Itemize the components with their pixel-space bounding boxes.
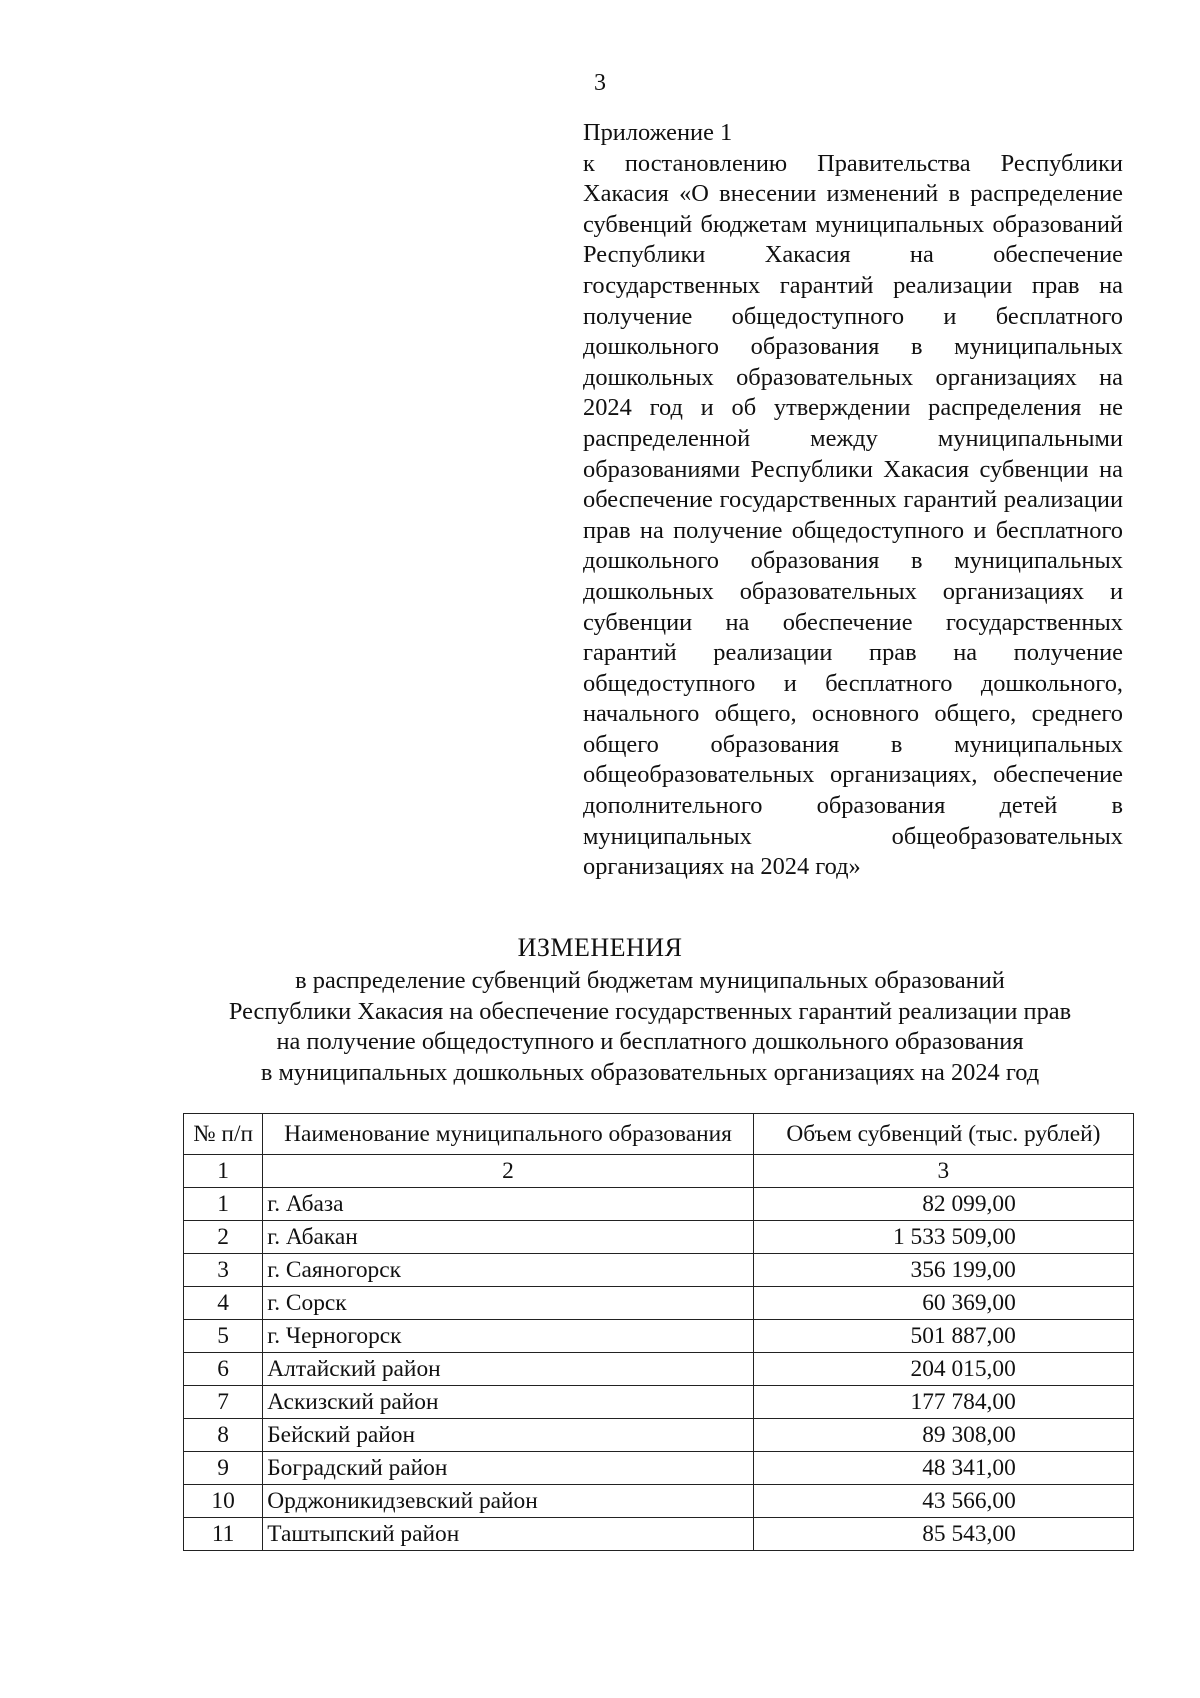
row-number: 7 bbox=[184, 1386, 263, 1419]
subsidy-value: 177 784,00 bbox=[910, 1389, 1016, 1415]
document-heading: ИЗМЕНЕНИЯ bbox=[517, 933, 683, 962]
subheading-line: на получение общедоступного и бесплатного дошкольного образования bbox=[276, 1028, 1024, 1055]
municipality-name: Боградский район bbox=[263, 1452, 754, 1485]
subsidy-value-cell bbox=[753, 1485, 1133, 1518]
appendix-block bbox=[583, 118, 1123, 883]
row-number: 10 bbox=[184, 1485, 263, 1518]
row-number: 9 bbox=[184, 1452, 263, 1485]
table-header-row bbox=[184, 1114, 1134, 1155]
subsidy-value-cell bbox=[753, 1221, 1133, 1254]
municipality-name: Алтайский район bbox=[263, 1353, 754, 1386]
subsidy-value-cell bbox=[753, 1353, 1133, 1386]
municipality-name: г. Черногорск bbox=[263, 1320, 754, 1353]
table-row bbox=[184, 1452, 1134, 1485]
municipality-name: Бейский район bbox=[263, 1419, 754, 1452]
table-row bbox=[184, 1188, 1134, 1221]
appendix-body: к постановлению Правительства Республики Хакасия «О внесении изменений в распределение субвенций бюджетам муниципальных образований Республики Хакасия на обеспечение государственных гарантий реализации прав на получение общедоступного и бесплатного дошкольного образования в муниципальных дошкольных образовательных организациях на 2024 год и об утверждении распределения не распределенной между муниципальными образованиями Республики Хакасия субвенции на обеспечение государственных гарантий реализации прав на получение общедоступного и бесплатного дошкольного образования в муниципальных дошкольных образовательных организациях и субвенции на обеспечение государственных гарантий реализации прав на получение общедоступного и бесплатного дошкольного, начального общего, основного общего, среднего общего образования в муниципальных общеобразовательных организациях, обеспечение дополнительного образования детей в муниципальных общеобразовательных организациях на 2024 год» bbox=[583, 149, 1123, 881]
table-row bbox=[184, 1353, 1134, 1386]
table-row bbox=[184, 1320, 1134, 1353]
subsidy-value: 89 308,00 bbox=[922, 1422, 1016, 1448]
page-number bbox=[0, 70, 1200, 97]
header-subsidy-volume: Объем субвенций (тыс. рублей) bbox=[753, 1114, 1133, 1155]
subsidy-value: 204 015,00 bbox=[910, 1356, 1016, 1382]
subsidy-value: 43 566,00 bbox=[922, 1488, 1016, 1514]
subsidy-value-cell bbox=[753, 1419, 1133, 1452]
municipality-name: г. Абаза bbox=[263, 1188, 754, 1221]
subsidy-value: 60 369,00 bbox=[922, 1290, 1016, 1316]
table-row bbox=[184, 1485, 1134, 1518]
subsidy-value-cell bbox=[753, 1188, 1133, 1221]
subsidy-value: 356 199,00 bbox=[910, 1257, 1016, 1283]
row-number: 4 bbox=[184, 1287, 263, 1320]
subsidies-table bbox=[183, 1113, 1134, 1551]
table-row bbox=[184, 1221, 1134, 1254]
subsidy-value: 48 341,00 bbox=[922, 1455, 1016, 1481]
municipality-name: Аскизский район bbox=[263, 1386, 754, 1419]
subsidy-value: 501 887,00 bbox=[910, 1323, 1016, 1349]
column-index: 1 bbox=[184, 1155, 263, 1188]
table-row bbox=[184, 1254, 1134, 1287]
table-row bbox=[184, 1386, 1134, 1419]
table-row bbox=[184, 1518, 1134, 1551]
subsidy-value-cell bbox=[753, 1287, 1133, 1320]
column-index: 2 bbox=[263, 1155, 754, 1188]
subheading-line: в распределение субвенций бюджетам муниципальных образований bbox=[295, 967, 1005, 994]
header-municipality: Наименование муниципального образования bbox=[263, 1114, 754, 1155]
subsidy-value-cell bbox=[753, 1320, 1133, 1353]
subheading-line: Республики Хакасия на обеспечение государственных гарантий реализации прав bbox=[228, 997, 1072, 1025]
subsidy-value: 1 533 509,00 bbox=[892, 1224, 1016, 1250]
subheading-line: в муниципальных дошкольных образовательных организациях на 2024 год bbox=[260, 1058, 1040, 1086]
column-index: 3 bbox=[753, 1155, 1133, 1188]
subsidy-value: 85 543,00 bbox=[922, 1521, 1016, 1547]
appendix-title: Приложение 1 bbox=[583, 119, 733, 146]
table-row bbox=[184, 1419, 1134, 1452]
subsidy-value-cell bbox=[753, 1254, 1133, 1287]
row-number: 5 bbox=[184, 1320, 263, 1353]
header-number: № п/п bbox=[184, 1114, 263, 1155]
municipality-name: Таштыпский район bbox=[263, 1518, 754, 1551]
row-number: 3 bbox=[184, 1254, 263, 1287]
table-row bbox=[184, 1287, 1134, 1320]
subsidy-value-cell bbox=[753, 1386, 1133, 1419]
subsidy-value-cell bbox=[753, 1452, 1133, 1485]
row-number: 1 bbox=[184, 1188, 263, 1221]
subsidy-value-cell bbox=[753, 1518, 1133, 1551]
municipality-name: г. Саяногорск bbox=[263, 1254, 754, 1287]
document-subheading bbox=[160, 966, 1140, 1088]
municipality-name: г. Абакан bbox=[263, 1221, 754, 1254]
municipality-name: г. Сорск bbox=[263, 1287, 754, 1320]
row-number: 8 bbox=[184, 1419, 263, 1452]
page-number-text: 3 bbox=[594, 70, 606, 96]
row-number: 6 bbox=[184, 1353, 263, 1386]
column-index-row bbox=[184, 1155, 1134, 1188]
row-number: 11 bbox=[184, 1518, 263, 1551]
municipality-name: Орджоникидзевский район bbox=[263, 1485, 754, 1518]
subsidy-value: 82 099,00 bbox=[922, 1191, 1016, 1217]
row-number: 2 bbox=[184, 1221, 263, 1254]
